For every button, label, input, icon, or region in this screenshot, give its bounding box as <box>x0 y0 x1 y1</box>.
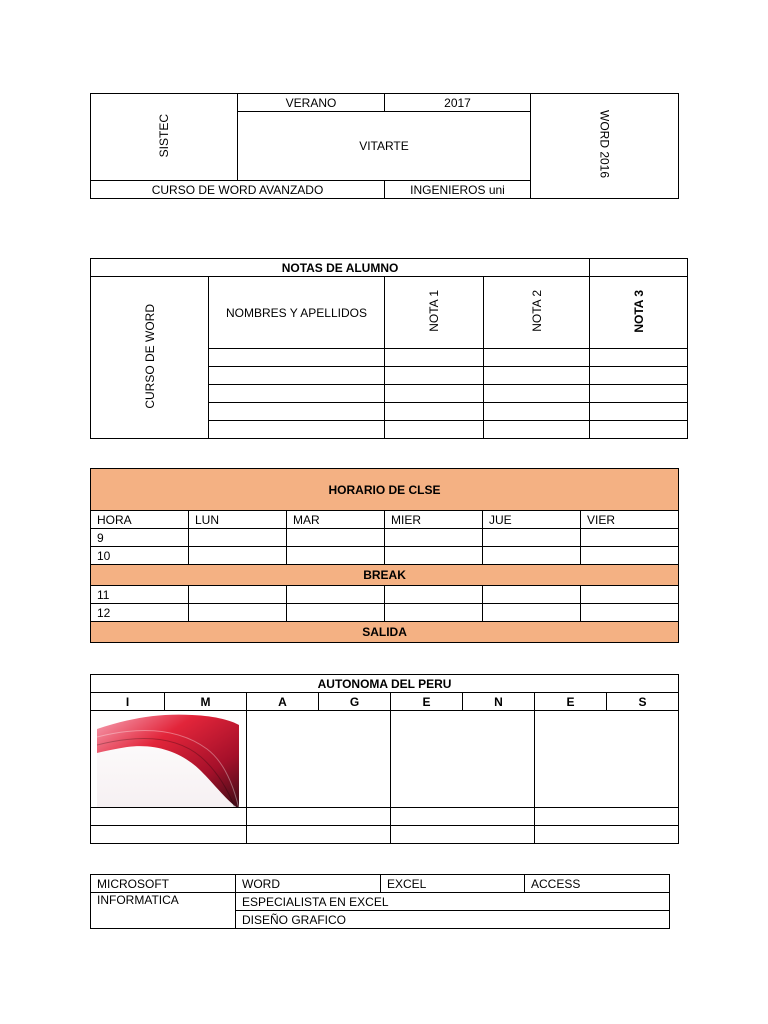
break-row: BREAK <box>91 565 679 586</box>
nota3-header: NOTA 3 <box>590 277 688 349</box>
letter-a: A <box>247 693 319 711</box>
letter-g: G <box>319 693 391 711</box>
microsoft-cell: MICROSOFT <box>91 875 236 893</box>
microsoft-table <box>90 874 670 929</box>
header-table <box>90 93 679 199</box>
hour-11: 11 <box>91 586 189 604</box>
lun-header: LUN <box>189 511 287 529</box>
access-cell: ACCESS <box>525 875 670 893</box>
hora-header: HORA <box>91 511 189 529</box>
wave-image-graphic <box>97 713 239 808</box>
wave-image <box>97 713 239 808</box>
grades-title-empty <box>590 259 688 277</box>
table-row <box>91 586 679 604</box>
autonoma-table <box>90 674 679 844</box>
table-row <box>91 604 679 622</box>
letter-i: I <box>91 693 165 711</box>
table-row <box>91 826 679 844</box>
letter-e2: E <box>535 693 607 711</box>
letter-e1: E <box>391 693 463 711</box>
year-cell: 2017 <box>385 94 531 112</box>
jue-header: JUE <box>483 511 581 529</box>
nota2-header: NOTA 2 <box>484 277 590 349</box>
excel-cell: EXCEL <box>381 875 525 893</box>
location-cell: VITARTE <box>238 112 531 181</box>
word2016-label: WORD 2016 <box>597 110 612 179</box>
table-row <box>91 547 679 565</box>
header-cell-sistec <box>91 94 238 181</box>
sistec-label: SISTEC <box>157 113 171 158</box>
diseno-cell: DISEÑO GRAFICO <box>236 911 670 929</box>
curso-word-label: CURSO DE WORD <box>142 303 157 409</box>
hour-10: 10 <box>91 547 189 565</box>
header-cell-word2016 <box>531 94 679 199</box>
especialista-cell: ESPECIALISTA EN EXCEL <box>236 893 670 911</box>
season-cell: VERANO <box>238 94 385 112</box>
word-cell: WORD <box>236 875 381 893</box>
schedule-title: HORARIO DE CLSE <box>91 469 679 511</box>
autonoma-title: AUTONOMA DEL PERU <box>91 675 679 693</box>
mar-header: MAR <box>287 511 385 529</box>
image-cell <box>91 711 247 808</box>
letter-m: M <box>165 693 247 711</box>
informatica-cell: INFORMATICA <box>91 893 236 929</box>
names-header: NOMBRES Y APELLIDOS <box>209 277 385 349</box>
letter-n: N <box>463 693 535 711</box>
mier-header: MIER <box>385 511 483 529</box>
letter-s: S <box>607 693 679 711</box>
salida-row: SALIDA <box>91 622 679 643</box>
table-row <box>91 808 679 826</box>
table-row <box>91 529 679 547</box>
course-cell: CURSO DE WORD AVANZADO <box>91 181 385 199</box>
schedule-table <box>90 468 679 643</box>
grades-table <box>90 258 688 439</box>
hour-9: 9 <box>91 529 189 547</box>
vier-header: VIER <box>581 511 679 529</box>
hour-12: 12 <box>91 604 189 622</box>
group-cell: INGENIEROS uni <box>385 181 531 199</box>
grades-side-cell <box>91 277 209 439</box>
nota1-header: NOTA 1 <box>385 277 484 349</box>
grades-title: NOTAS DE ALUMNO <box>91 259 590 277</box>
